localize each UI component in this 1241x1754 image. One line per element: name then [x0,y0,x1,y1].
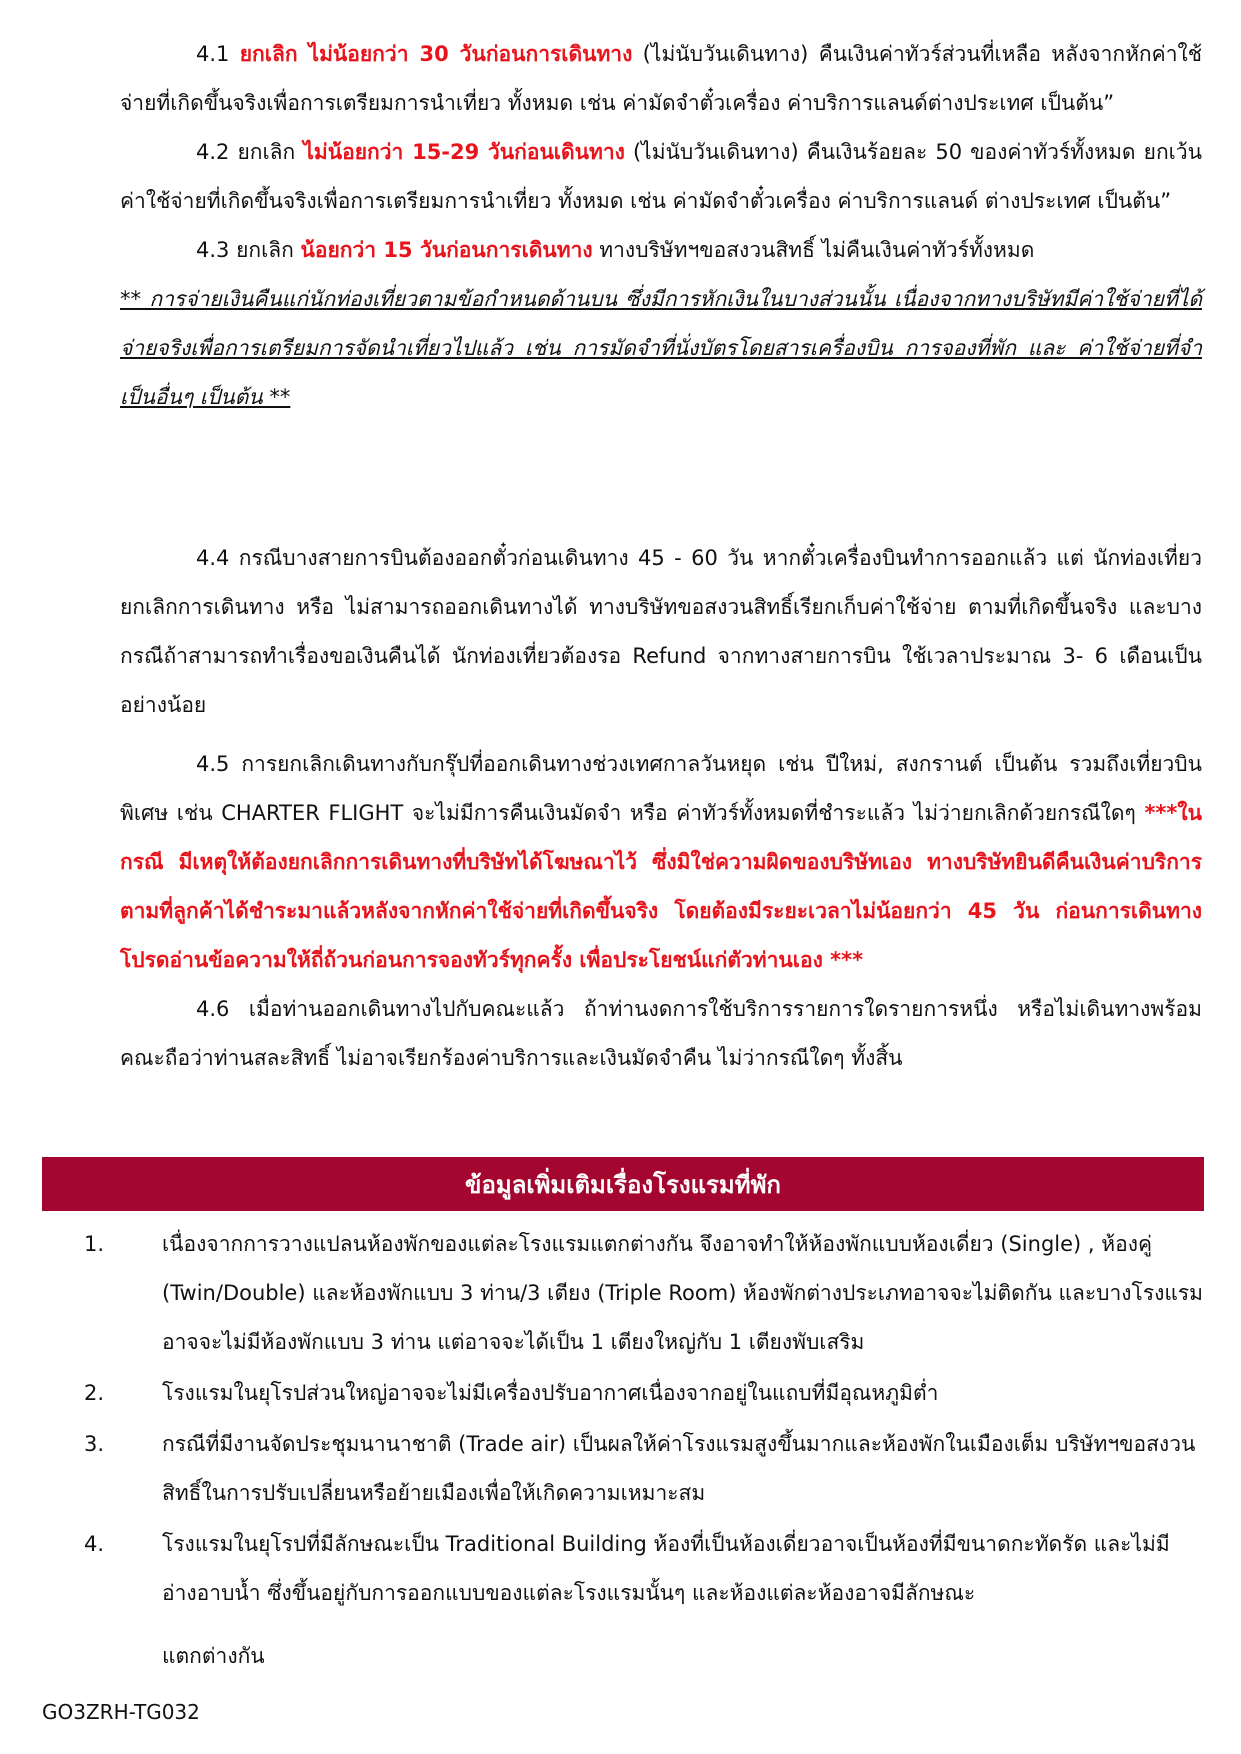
clause-4-2 [120,128,1202,226]
clause-4-5-text: 4.5 การยกเลิกเดินทางกับกรุ๊ปที่ออกเดินทางช่วงเทศกาลวันหยุด เช่น ปีใหม่, สงกรานต์ เป็นต้น รวมถึงเที่ยวบินพิเศษ เช่น CHARTER FLIGHT จะไม่มีการคืนเงินมัดจำ หรือ ค่าทัวร์ทั้งหมดที่ชำระแล้ว ไม่ว่ายกเลิกด้วยกรณีใดๆ [120,752,1202,825]
list-item [42,1369,1204,1418]
list-item-number: 4. [84,1532,105,1556]
clause-4-1-prefix: 4.1 [196,42,240,66]
refund-note: ** การจ่ายเงินคืนแก่นักท่องเที่ยวตามข้อกำหนดด้านบน ซึ่งมีการหักเงินในบางส่วนนั้น เนื่องจากทางบริษัทมีค่าใช้จ่ายที่ได้จ่ายจริงเพื่อการเตรียมการจัดนำเที่ยวไปแล้ว เช่น การมัดจำที่นั่งบัตรโดยสารเครื่องบิน การจองที่พัก และ ค่าใช้จ่ายที่จำเป็นอื่นๆ เป็นต้น ** [120,287,1202,409]
clause-4-1 [120,30,1202,128]
hotel-info-list [42,1220,1204,1683]
clause-4-2-text: (ไม่นับวันเดินทาง) คืนเงินร้อยละ 50 ของค่าทัวร์ทั้งหมด ยกเว้น ค่าใช้จ่ายที่เกิดขึ้นจริงเพื่อการเตรียมการนำเที่ยว ทั้งหมด เช่น ค่ามัดจำตั๋วเครื่อง ค่าบริการแลนด์ ต่างประเทศ เป็นต้น” [120,140,1202,213]
clause-4-3 [120,226,1202,275]
clause-4-3-text: ทางบริษัทฯขอสงวนสิทธิ์ ไม่คืนเงินค่าทัวร์ทั้งหมด [592,238,1035,262]
list-item [42,1520,1204,1681]
clause-4-2-prefix: 4.2 ยกเลิก [196,140,304,164]
list-item-text: เนื่องจากการวางแปลนห้องพักของแต่ละโรงแรมแตกต่างกัน จึงอาจทำให้ห้องพักแบบห้องเดี่ยว (Single) , ห้องคู่ (Twin/Double) และห้องพักแบบ 3 ท่าน/3 เตียง (Triple Room) ห้องพักต่างประเภทอาจจะไม่ติดกัน และบางโรงแรม อาจจะไม่มีห้องพักแบบ 3 ท่าน แต่อาจจะได้เป็น 1 เตียงใหญ่กับ 1 เตียงพับเสริม [162,1232,1204,1354]
list-item-text: กรณีที่มีงานจัดประชุมนานาชาติ (Trade air) เป็นผลให้ค่าโรงแรมสูงขึ้นมากและห้องพักในเมืองเต็ม บริษัทฯขอสงวนสิทธิ์ในการปรับเปลี่ยนหรือย้ายเมืองเพื่อให้เกิดความเหมาะสม [162,1432,1196,1505]
list-item-number: 3. [84,1432,105,1456]
hotel-info-banner: ข้อมูลเพิ่มเติมเรื่องโรงแรมที่พัก [42,1157,1204,1211]
clause-4-4: 4.4 กรณีบางสายการบินต้องออกตั๋วก่อนเดินทาง 45 - 60 วัน หากตั๋วเครื่องบินทำการออกแล้ว แต่ นักท่องเที่ยวยกเลิกการเดินทาง หรือ ไม่สามารถออกเดินทางได้ ทางบริษัทขอสงวนสิทธิ์เรียกเก็บค่าใช้จ่าย ตามที่เกิดขึ้นจริง และบางกรณีถ้าสามารถทำเรื่องขอเงินคืนได้ นักท่องเที่ยวต้องรอ Refund จากทางสายการบิน ใช้เวลาประมาณ 3- 6 เดือนเป็นอย่างน้อย [120,546,1202,717]
clause-4-1-text: (ไม่นับวันเดินทาง) คืนเงินค่าทัวร์ส่วนที่เหลือ หลังจากหักค่าใช้จ่ายที่เกิดขึ้นจริงเพื่อการเตรียมการนำเที่ยว ทั้งหมด เช่น ค่ามัดจำตั๋วเครื่อง ค่าบริการแลนด์ต่างประเทศ เป็นต้น” [120,42,1202,115]
list-item [42,1420,1204,1518]
clause-4-1-highlight: ยกเลิก ไม่น้อยกว่า 30 วันก่อนการเดินทาง [239,42,633,66]
clause-4-2-highlight: ไม่น้อยกว่า 15-29 วันก่อนเดินทาง [303,140,625,164]
section-4-bottom [120,740,1202,1083]
list-item-number: 2. [84,1381,105,1405]
list-item [42,1220,1204,1367]
section-4-middle [120,534,1202,730]
list-item-text-tail: แตกต่างกัน [162,1644,265,1668]
clause-4-6: 4.6 เมื่อท่านออกเดินทางไปกับคณะแล้ว ถ้าท่านงดการใช้บริการรายการใดรายการหนึ่ง หรือไม่เดินทางพร้อมคณะถือว่าท่านสละสิทธิ์ ไม่อาจเรียกร้องค่าบริการและเงินมัดจำคืน ไม่ว่ากรณีใดๆ ทั้งสิ้น [120,997,1202,1070]
list-item-text: โรงแรมในยุโรปส่วนใหญ่อาจจะไม่มีเครื่องปรับอากาศเนื่องจากอยู่ในแถบที่มีอุณหภูมิต่ำ [162,1381,939,1405]
clause-4-5-highlight: ***ในกรณี มีเหตุให้ต้องยกเลิกการเดินทางที่บริษัทได้โฆษณาไว้ ซึ่งมิใช่ความผิดของบริษัทเอง ทางบริษัทยินดีคืนเงินค่าบริการตามที่ลูกค้าได้ชำระมาแล้วหลังจากหักค่าใช้จ่ายที่เกิดขึ้นจริง โดยต้องมีระยะเวลาไม่น้อยกว่า 45 วัน ก่อนการเดินทาง โปรดอ่านข้อความให้ถี่ถ้วนก่อนการจองทัวร์ทุกครั้ง เพื่อประโยชน์แก่ตัวท่านเอง *** [120,801,1202,972]
clause-4-5 [120,740,1202,985]
document-code: GO3ZRH-TG032 [42,1700,200,1724]
clause-4-3-highlight: น้อยกว่า 15 วันก่อนการเดินทาง [300,238,593,262]
list-item-text: โรงแรมในยุโรปที่มีลักษณะเป็น Traditional Building ห้องที่เป็นห้องเดี่ยวอาจเป็นห้องที่มีขนาดกะทัดรัด และไม่มีอ่างอาบน้ำ ซึ่งขึ้นอยู่กับการออกแบบของแต่ละโรงแรมนั้นๆ และห้องแต่ละห้องอาจมีลักษณะ [162,1532,1170,1605]
section-4-top [120,30,1202,422]
clause-4-3-prefix: 4.3 ยกเลิก [196,238,301,262]
list-item-number: 1. [84,1232,105,1256]
